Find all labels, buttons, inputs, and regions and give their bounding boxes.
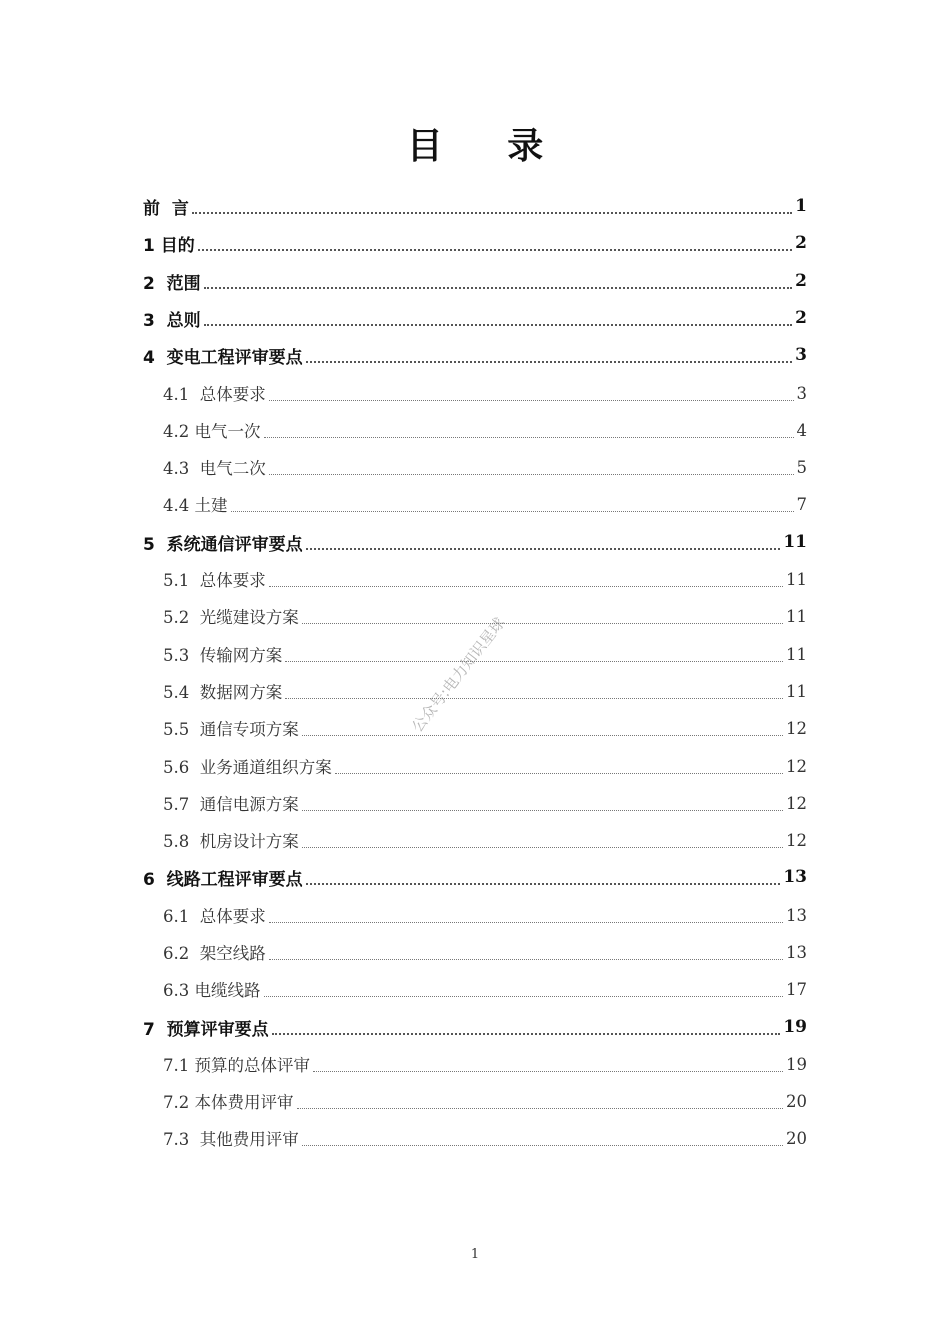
toc-entry-label: 前 言: [143, 198, 189, 219]
toc-entry-label: 5.2 光缆建设方案: [163, 608, 299, 627]
toc-chapter-entry[interactable]: [143, 527, 807, 557]
table-of-contents: [0, 191, 950, 1171]
page-number: 1: [470, 1247, 480, 1262]
toc-entry-label: 6.2 架空线路: [163, 944, 266, 963]
toc-entry-label: 4.1 总体要求: [163, 385, 266, 404]
toc-entry-label: 7 预算评审要点: [143, 1019, 269, 1040]
toc-entry-label: 4.2 电气一次: [163, 422, 261, 441]
toc-leader-dots: [198, 249, 792, 251]
toc-entry-label: 4 变电工程评审要点: [143, 347, 303, 368]
toc-leader-dots: [302, 847, 783, 848]
toc-section-entry[interactable]: [163, 751, 807, 781]
toc-section-entry[interactable]: [163, 788, 807, 818]
toc-entry-page: 2: [795, 308, 807, 328]
toc-entry-label: 7.1 预算的总体评审: [163, 1056, 310, 1075]
toc-section-entry[interactable]: [163, 825, 807, 855]
toc-leader-dots: [269, 922, 783, 923]
page-title: 目 录: [406, 126, 570, 167]
toc-entry-label: 5.1 总体要求: [163, 571, 266, 590]
toc-entry-page: 3: [795, 345, 807, 365]
toc-leader-dots: [285, 661, 783, 662]
toc-entry-page: 19: [783, 1017, 807, 1037]
toc-entry-page: 2: [795, 233, 807, 253]
toc-leader-dots: [302, 735, 783, 736]
toc-entry-label: 5.5 通信专项方案: [163, 720, 299, 739]
toc-entry-page: 20: [786, 1091, 807, 1111]
toc-section-entry[interactable]: [163, 452, 807, 482]
toc-entry-page: 2: [795, 271, 807, 291]
toc-leader-dots: [302, 810, 783, 811]
toc-chapter-entry[interactable]: [143, 228, 807, 258]
toc-entry-page: 3: [796, 383, 807, 403]
toc-section-entry[interactable]: [163, 900, 807, 930]
toc-entry-label: 7.3 其他费用评审: [163, 1130, 299, 1149]
toc-leader-dots: [269, 400, 794, 401]
toc-leader-dots: [269, 959, 783, 960]
toc-entry-page: 12: [786, 718, 807, 738]
toc-section-entry[interactable]: [163, 713, 807, 743]
toc-leader-dots: [306, 883, 781, 885]
toc-entry-page: 5: [796, 457, 807, 477]
toc-chapter-entry[interactable]: [143, 303, 807, 333]
toc-chapter-entry[interactable]: [143, 340, 807, 370]
toc-leader-dots: [192, 212, 792, 214]
toc-section-entry[interactable]: [163, 415, 807, 445]
toc-section-entry[interactable]: [163, 937, 807, 967]
toc-entry-label: 5.6 业务通道组织方案: [163, 758, 332, 777]
toc-leader-dots: [269, 474, 794, 475]
toc-leader-dots: [285, 698, 783, 699]
toc-entry-page: 17: [786, 979, 807, 999]
toc-chapter-entry[interactable]: [143, 266, 807, 296]
toc-entry-label: 6.1 总体要求: [163, 907, 266, 926]
toc-section-entry[interactable]: [163, 601, 807, 631]
toc-leader-dots: [335, 773, 783, 774]
toc-section-entry[interactable]: [163, 974, 807, 1004]
toc-entry-label: 1 目的: [143, 235, 195, 256]
toc-entry-page: 4: [796, 420, 807, 440]
toc-leader-dots: [269, 586, 783, 587]
toc-leader-dots: [264, 996, 784, 997]
toc-leader-dots: [313, 1071, 783, 1072]
toc-section-entry[interactable]: [163, 1123, 807, 1153]
toc-section-entry[interactable]: [163, 1049, 807, 1079]
toc-entry-page: 12: [786, 756, 807, 776]
toc-section-entry[interactable]: [163, 378, 807, 408]
toc-entry-label: 5.4 数据网方案: [163, 683, 283, 702]
toc-leader-dots: [204, 324, 792, 326]
toc-chapter-entry[interactable]: [143, 862, 807, 892]
toc-entry-label: 5.3 传输网方案: [163, 646, 283, 665]
watermark: 公众号:电力知识星球: [408, 614, 509, 736]
toc-section-entry[interactable]: [163, 1086, 807, 1116]
toc-entry-label: 7.2 本体费用评审: [163, 1093, 294, 1112]
toc-leader-dots: [272, 1033, 781, 1035]
toc-entry-page: 19: [786, 1054, 807, 1074]
toc-entry-label: 2 范围: [143, 273, 201, 294]
toc-entry-label: 4.4 土建: [163, 496, 228, 515]
toc-entry-page: 11: [783, 532, 807, 552]
toc-entry-page: 13: [786, 905, 807, 925]
toc-entry-page: 13: [783, 867, 807, 887]
toc-section-entry[interactable]: [163, 676, 807, 706]
toc-leader-dots: [306, 361, 792, 363]
toc-leader-dots: [231, 511, 794, 512]
toc-leader-dots: [204, 287, 792, 289]
toc-section-entry[interactable]: [163, 564, 807, 594]
toc-leader-dots: [264, 437, 794, 438]
toc-entry-label: 4.3 电气二次: [163, 459, 266, 478]
toc-entry-page: 11: [786, 644, 807, 664]
toc-leader-dots: [302, 1145, 783, 1146]
toc-entry-label: 6 线路工程评审要点: [143, 869, 303, 890]
toc-entry-page: 11: [786, 569, 807, 589]
toc-entry-page: 1: [795, 196, 807, 216]
toc-section-entry[interactable]: [163, 489, 807, 519]
toc-entry-label: 5.7 通信电源方案: [163, 795, 299, 814]
toc-entry-page: 20: [786, 1128, 807, 1148]
toc-entry-page: 7: [796, 494, 807, 514]
toc-entry-page: 13: [786, 942, 807, 962]
toc-leader-dots: [302, 623, 783, 624]
toc-leader-dots: [306, 548, 781, 550]
toc-entry-page: 11: [786, 681, 807, 701]
toc-entry-label: 3 总则: [143, 310, 201, 331]
toc-section-entry[interactable]: [163, 639, 807, 669]
toc-chapter-entry[interactable]: [143, 1012, 807, 1042]
toc-entry-label: 6.3 电缆线路: [163, 981, 261, 1000]
toc-leader-dots: [297, 1108, 784, 1109]
toc-entry-page: 11: [786, 606, 807, 626]
toc-entry-label: 5.8 机房设计方案: [163, 832, 299, 851]
toc-chapter-entry[interactable]: [143, 191, 807, 221]
toc-entry-label: 5 系统通信评审要点: [143, 534, 303, 555]
toc-entry-page: 12: [786, 793, 807, 813]
toc-entry-page: 12: [786, 830, 807, 850]
